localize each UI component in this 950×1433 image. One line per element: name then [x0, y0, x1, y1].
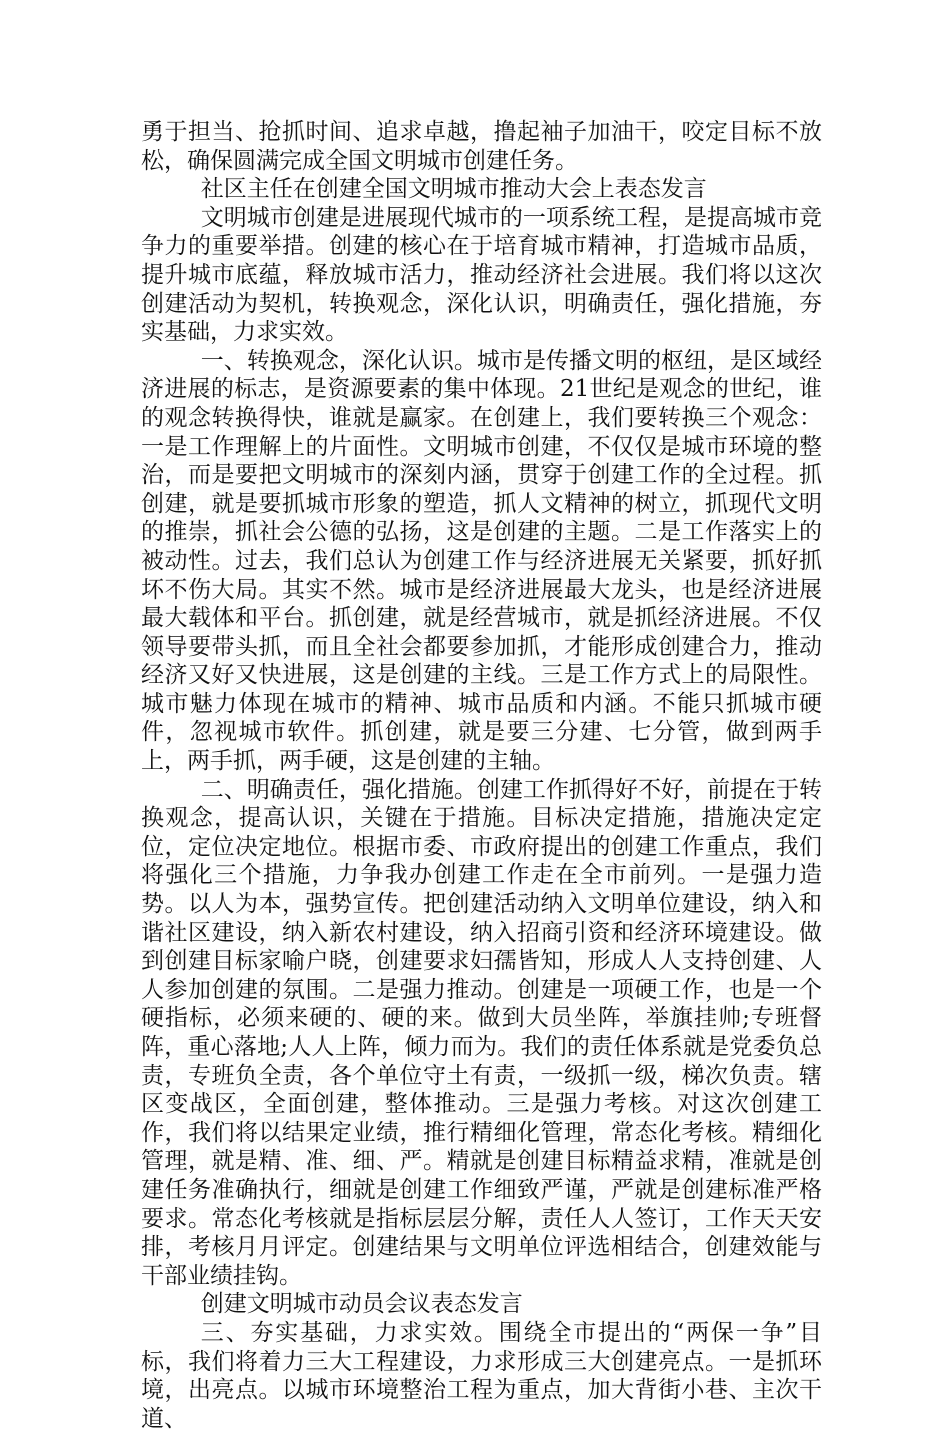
section-heading-speech-2: 创建文明城市动员会议表态发言 [200, 1291, 523, 1318]
paragraph-point-three: 三、夯实基础，力求实效。围绕全市提出的“两保一争”目标，我们将着力三大工程建设，力求形成三大创建亮点。一是抓环境，出亮点。以城市环境整治工程为重点，加大背街小巷、主次干道、 [141, 1319, 822, 1432]
paragraph-point-one: 一、转换观念，深化认识。城市是传播文明的枢纽，是区域经济进展的标志，是资源要素的集中体现。21世纪是观念的世纪，谁的观念转换得快，谁就是赢家。在创建上，我们要转换三个观念：一是工作理解上的片面性。文明城市创建，不仅仅是城市环境的整治，而是要把文明城市的深刻内涵，贯穿于创建工作的全过程。抓创建，就是要抓城市形象的塑造，抓人文精神的树立，抓现代文明的推崇，抓社会公德的弘扬，这是创建的主题。二是工作落实上的被动性。过去，我们总认为创建工作与经济进展无关紧要，抓好抓坏不伤大局。其实不然。城市是经济进展最大龙头，也是经济进展最大载体和平台。抓创建，就是经营城市，就是抓经济进展。不仅领导要带头抓，而且全社会都要参加抓，才能形成创建合力，推动经济又好又快进展，这是创建的主线。三是工作方式上的局限性。城市魅力体现在城市的精神、城市品质和内涵。不能只抓城市硬件，忽视城市软件。抓创建，就是要三分建、七分管，做到两手上，两手抓，两手硬，这是创建的主轴。 [141, 347, 822, 775]
paragraph-point-two: 二、明确责任，强化措施。创建工作抓得好不好，前提在于转换观念，提高认识，关键在于措施。目标决定措施，措施决定定位，定位决定地位。根据市委、市政府提出的创建工作重点，我们将强化三个措施，力争我办创建工作走在全市前列。一是强力造势。以人为本，强势宣传。把创建活动纳入文明单位建设，纳入和谐社区建设，纳入新农村建设，纳入招商引资和经济环境建设。做到创建目标家喻户晓，创建要求妇孺皆知，形成人人支持创建、人人参加创建的氛围。二是强力推动。创建是一项硬工作，也是一个硬指标，必须来硬的、硬的来。做到大员坐阵，举旗挂帅;专班督阵，重心落地;人人上阵，倾力而为。我们的责任体系就是党委负总责，专班负全责，各个单位守土有责，一级抓一级，梯次负责。辖区变战区，全面创建，整体推动。三是强力考核。对这次创建工作，我们将以结果定业绩，推行精细化管理，常态化考核。精细化管理，就是精、准、细、严。精就是创建目标精益求精，准就是创建任务准确执行，细就是创建工作细致严谨，严就是创建标准严格要求。常态化考核就是指标层层分解，责任人人签订，工作天天安排，考核月月评定。创建结果与文明单位评选相结合，创建效能与干部业绩挂钩。 [141, 776, 822, 1289]
paragraph-intro: 文明城市创建是进展现代城市的一项系统工程，是提高城市竞争力的重要举措。创建的核心在于培育城市精神，打造城市品质，提升城市底蕴，释放城市活力，推动经济社会进展。我们将以这次创建活动为契机，转换观念，深化认识，明确责任，强化措施，夯实基础，力求实效。 [141, 204, 822, 346]
section-heading-speech-1: 社区主任在创建全国文明城市推动大会上表态发言 [200, 176, 707, 203]
paragraph-continuation: 勇于担当、抢抓时间、追求卓越，撸起袖子加油干，咬定目标不放松，确保圆满完成全国文明城市创建任务。 [141, 119, 822, 174]
document-body [141, 118, 822, 1433]
